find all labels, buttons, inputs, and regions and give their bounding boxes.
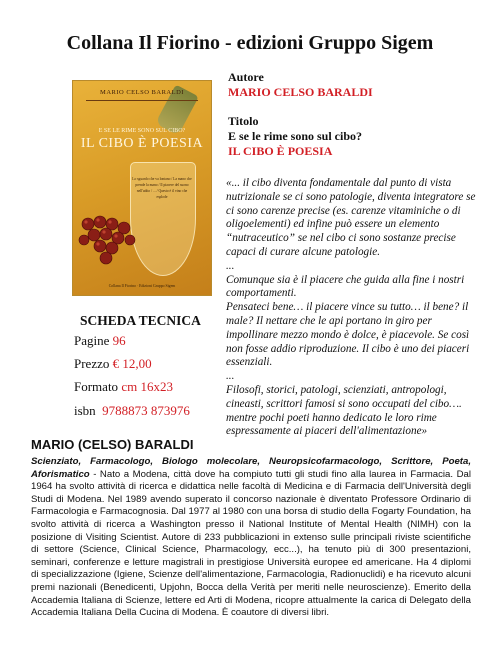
- excerpt-separator: ...: [226, 370, 235, 383]
- spec-pagine: [74, 333, 126, 349]
- excerpt-paragraph: Pensateci bene… il piacere vince su tutto… il bene? il male? Il nettare che le api portano in giro per impollinare mezzo mondo è dolce, è piacevole. Se così non fosse addio riproduzione. Il cibo è uno dei piaceri essenziali.: [226, 301, 470, 369]
- excerpt-paragraph: Comunque sia è il piacere che guida alla fine i nostri comportamenti.: [226, 273, 465, 300]
- bio-roles: Scienziato, Farmacologo, Biologo molecolare, Neuropsicofarmacologo, Scrittore, Poeta, Aforismatico: [31, 456, 471, 480]
- spec-pagine-value: 96: [112, 333, 126, 348]
- spec-formato-label: Formato: [74, 379, 119, 394]
- spec-isbn-label: isbn: [74, 403, 96, 418]
- titolo-question: E se le rime sono sul cibo?: [228, 129, 362, 143]
- bio-body: - Nato a Modena, città dove ha compiuto tutti gli studi fino alla laurea in Farmacia. Dal 1964 ha svolto attività di ricerca e didattica nelle facoltà di Medicina e di Farmacia dell'Università degli Studi di Modena. Nel 1989 avendo superato il concorso nazionale è diventato Professore Ordinario di Farmacologia e Farmacognosia. Dal 1977 al 1980 con una borsa di studio della Fogarty Foundation, ha svolto attività di ricerca a Washington presso il National Institute of Mental Health (NIMH) con la posizione di Visiting Scientist. Autore di 233 pubblicazioni in extenso sulle principali riviste scientifiche di settore (Science, Clinical Science, Pharmacology, ecc...), ha tenuto più di 300 presentazioni, seminari, conferenze e letture magistrali in prestigiose Università europee ed americane. Ha 4 diplomi di specializzazione (Igiene, Scienze dell'alimentazione, Farmacologia, Radionuclidi) e ha ricevuto alcuni premi nazionali (Benedicenti, Upjohn, Bocca della Verità per meriti nelle neuroscienze). Emerito della Accademia Italiana di Scienze, lettere ed Arti di Modena, ricopre attualmente la carica di Delegato della Accademia Italiana Della Cucina di Modena. È coautore di diversi libri.: [31, 468, 471, 619]
- spec-prezzo: [74, 356, 152, 372]
- bio-text: [31, 456, 471, 620]
- spec-formato: [74, 379, 173, 395]
- autore-label: Autore: [228, 70, 264, 84]
- spec-pagine-label: Pagine: [74, 333, 110, 348]
- spec-formato-value: cm 16x23: [121, 379, 173, 394]
- autore-value: MARIO CELSO BARALDI: [228, 85, 373, 99]
- spec-isbn: [74, 403, 190, 419]
- scheda-tecnica-heading: SCHEDA TECNICA: [80, 313, 201, 328]
- excerpt-paragraph: «... il cibo diventa fondamentale dal punto di vista nutrizionale se ci sono patologie, diventa integratore se ci sono carenze precise (es. carenze vitaminiche o di oligoelementi) ed infine può essere un elemento “nutraceutico” se nel cibo ci sono sostanze precise capaci di curare alcune patologie.: [226, 177, 476, 258]
- cover-title: IL CIBO È POESIA: [80, 136, 204, 151]
- book-cover: [72, 80, 212, 296]
- cover-author: MARIO CELSO BARALDI: [100, 89, 184, 96]
- bio-heading: MARIO (CELSO) BARALDI: [31, 437, 194, 452]
- excerpt-separator: ...: [226, 259, 235, 272]
- excerpt-paragraph: Filosofi, storici, patologi, scienziati, antropologi, cineasti, scrittori famosi si sono occupati del cibo…. mentre pochi poeti hanno dedicato le loro rime espressamente ai piaceri dell'alimentazione»: [226, 383, 462, 438]
- titolo-value: IL CIBO È POESIA: [228, 144, 333, 158]
- page-title: Collana Il Fiorino - edizioni Gruppo Sigem: [66, 32, 434, 54]
- cover-publisher: Collana Il Fiorino · Edizioni Gruppo Sigem: [108, 284, 176, 288]
- spec-prezzo-label: Prezzo: [74, 356, 110, 371]
- titolo-label: Titolo: [228, 114, 259, 128]
- cover-rule: [86, 100, 198, 101]
- cover-poem-text: Lo sguardo che va lontano / La mano che prende la mano / Il piacere del suono nell'udito / ... / Questo è il vino che esplode: [132, 177, 192, 199]
- spec-isbn-value: 9788873 873976: [102, 403, 190, 418]
- spec-prezzo-value: € 12,00: [112, 356, 152, 371]
- book-excerpt: [226, 177, 486, 439]
- grapes-illustration: [76, 210, 146, 270]
- cover-subtitle: E SE LE RIME SONO SUL CIBO?: [98, 128, 186, 134]
